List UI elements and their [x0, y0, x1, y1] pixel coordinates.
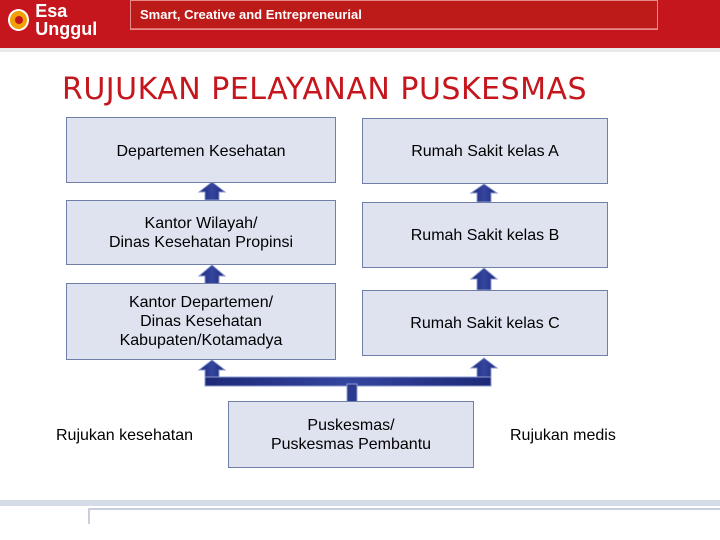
box-label: Departemen Kesehatan — [116, 143, 286, 160]
box-label: Kantor Departemen/ Dinas Kesehatan Kabupaten/Kotamadya — [119, 294, 283, 349]
vertical-connector — [347, 384, 357, 402]
footer-stripe — [0, 500, 720, 506]
tagline: Smart, Creative and Entrepreneurial — [140, 6, 362, 22]
up-arrow-icon — [471, 268, 497, 290]
label-rujukan-kesehatan: Rujukan kesehatan — [56, 427, 193, 444]
box-label: Puskesmas/ Puskesmas Pembantu — [270, 416, 432, 453]
box-kantor-departemen — [66, 283, 336, 360]
up-arrow-icon — [199, 182, 225, 200]
brand-name: Esa Unggul — [35, 1, 98, 39]
up-arrow-icon — [471, 184, 497, 202]
box-puskesmas — [228, 401, 474, 468]
box-label: Rumah Sakit kelas C — [410, 314, 560, 332]
box-label: Kantor Wilayah/ Dinas Kesehatan Propinsi — [108, 214, 294, 251]
box-label: Rumah Sakit kelas B — [410, 226, 560, 244]
box-rumah-sakit-b — [362, 202, 608, 268]
footer-outline — [88, 508, 720, 524]
box-rumah-sakit-a — [362, 118, 608, 184]
box-kantor-wilayah — [66, 200, 336, 265]
up-arrow-icon — [199, 265, 225, 284]
label-rujukan-medis: Rujukan medis — [510, 427, 616, 444]
page-title: RUJUKAN PELAYANAN PUSKESMAS — [62, 72, 588, 107]
box-departemen-kesehatan — [66, 117, 336, 183]
box-label: Rumah Sakit kelas A — [411, 142, 559, 160]
box-rumah-sakit-c — [362, 290, 608, 356]
